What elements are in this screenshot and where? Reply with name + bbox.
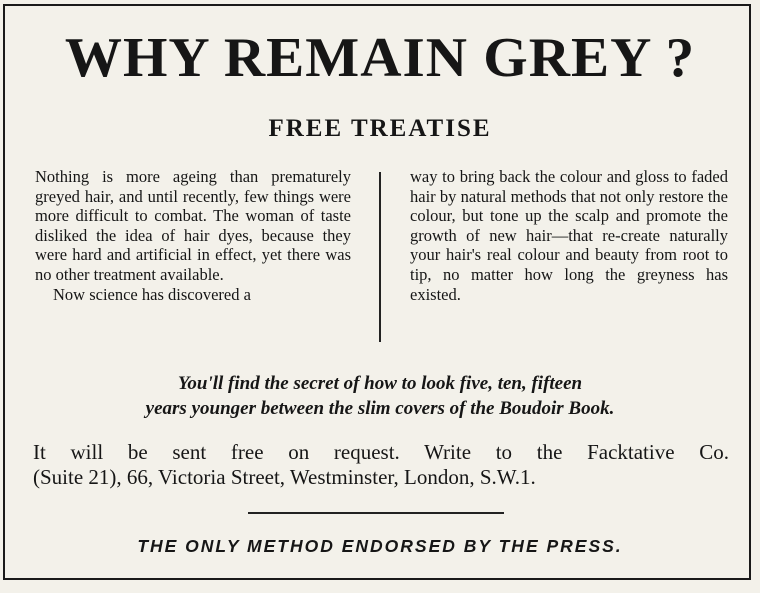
footer-slogan: THE ONLY METHOD ENDORSED BY THE PRESS. (137, 536, 623, 556)
contact-line-1: It will be sent free on request. Write to the Facktative Co. (33, 440, 729, 464)
contact-block (33, 440, 729, 490)
contact-line-2: (Suite 21), 66, Victoria Street, Westminster, London, S.W.1. (33, 465, 536, 489)
italic-line-1: You'll find the secret of how to look five, ten, fifteen (177, 373, 583, 394)
italic-tagline (0, 371, 760, 421)
headline: WHY REMAIN GREY ? (64, 27, 696, 89)
subheadline: FREE TREATISE (268, 115, 492, 142)
left-column (35, 167, 351, 304)
left-paragraph-2: Now science has discovered a (53, 284, 251, 304)
horizontal-rule (248, 512, 504, 514)
column-divider (379, 172, 381, 342)
left-paragraph-1: Nothing is more ageing than prematurely greyed hair, and until recently, few things were more difficult to combat. The woman of taste disliked the idea of hair dyes, because they were hard and artificial in effect, yet there was no other treatment available. (35, 167, 351, 284)
italic-line-2: years younger between the slim covers of the Boudoir Book. (145, 398, 615, 419)
right-paragraph-1: way to bring back the colour and gloss to faded hair by natural methods that not only restore the colour, but tone up the scalp and promote the growth of new hair—that re-create naturally your hair's real colour and beauty from root to tip, no matter how long the greyness has existed. (410, 167, 728, 304)
right-column (410, 167, 728, 304)
